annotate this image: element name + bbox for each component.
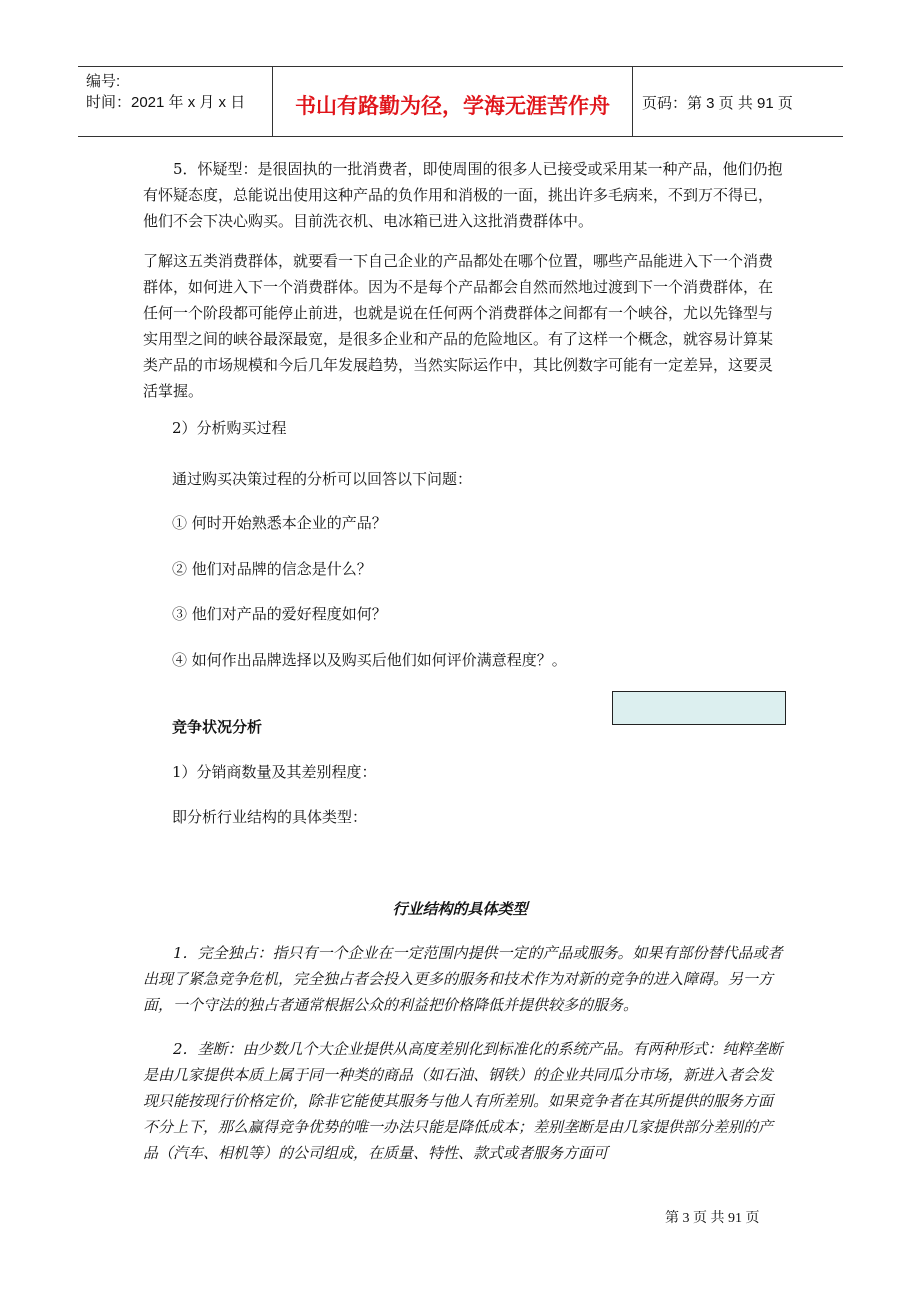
question-1: ① 何时开始熟悉本企业的产品？ <box>172 514 387 532</box>
number-label: 编号: <box>86 73 121 90</box>
section-title-competition: 竞争状况分析 <box>172 718 263 736</box>
motto: 书山有路勤为径，学海无涯苦作舟 <box>295 94 610 118</box>
question-2: ② 他们对品牌的信念是什么？ <box>172 560 372 578</box>
question-3: ③ 他们对产品的爱好程度如何？ <box>172 605 387 623</box>
header-motto-cell <box>273 67 633 136</box>
industry-types-title: 行业结构的具体类型 <box>392 900 528 918</box>
header-page-cell <box>633 67 843 136</box>
subheading-distributors: 1）分销商数量及其差别程度： <box>172 763 377 781</box>
subheading-purchase-process: 2）分析购买过程 <box>172 419 287 437</box>
paragraph-oligopoly: 2．垄断：由少数几个大企业提供从高度差别化到标准化的系统产品。有两种形式：纯粹垄断是由几家提供本质上属于同一种类的商品（如石油、钢铁）的企业共同瓜分市场，新进入者会发现只能按现行价格定价，除非它能使其服务与他人有所差别。如果竞争者在其所提供的服务方面不分上下，那么赢得竞争优势的唯一办法只能是降低成本；差别垄断是由几家提供部分差别的产品（汽车、相机等）的公司组成，在质量、特性、款式或者服务方面可 <box>143 1040 783 1162</box>
time-label: 时间：2021 年 x 月 x 日 <box>86 94 246 111</box>
paragraph-doubter-type: 5．怀疑型：是很固执的一批消费者，即使周围的很多人已接受或采用某一种产品，他们仍抱有怀疑态度，总能说出使用这种产品的负作用和消极的一面，挑出许多毛病来，不到万不得已，他们不会下决心购买。目前洗衣机、电冰箱已进入这批消费群体中。 <box>143 160 783 230</box>
question-4: ④ 如何作出品牌选择以及购买后他们如何评价满意程度？。 <box>172 651 567 669</box>
paragraph-monopoly: 1．完全独占：指只有一个企业在一定范围内提供一定的产品或服务。如果有部份替代品或者出现了紧急竞争危机，完全独占者会投入更多的服务和技术作为对新的竞争的进入障碍。另一方面，一个守法的独占者通常根据公众的利益把价格降低并提供较多的服务。 <box>143 944 783 1014</box>
paragraph-purchase-questions: 通过购买决策过程的分析可以回答以下问题： <box>172 470 473 488</box>
paragraph-consumer-groups: 了解这五类消费群体，就要看一下自己企业的产品都处在哪个位置，哪些产品能进入下一个消费群体，如何进入下一个消费群体。因为不是每个产品都会自然而然地过渡到下一个消费群体，在任何一个阶段都可能停止前进，也就是说在任何两个消费群体之间都有一个峡谷，尤以先锋型与实用型之间的峡谷最深最宽，是很多企业和产品的危险地区。有了这样一个概念，就容易计算某类产品的市场规模和今后几年发展趋势，当然实际运作中，其比例数字可能有一定差异，这要灵活掌握。 <box>143 252 774 400</box>
page-code: 页码：第 3 页 共 91 页 <box>642 95 793 112</box>
page-footer: 第 3 页 共 91 页 <box>665 1211 760 1226</box>
header-info-cell <box>78 67 273 136</box>
page-header <box>78 66 843 137</box>
paragraph-industry-structure: 即分析行业结构的具体类型： <box>172 808 368 826</box>
